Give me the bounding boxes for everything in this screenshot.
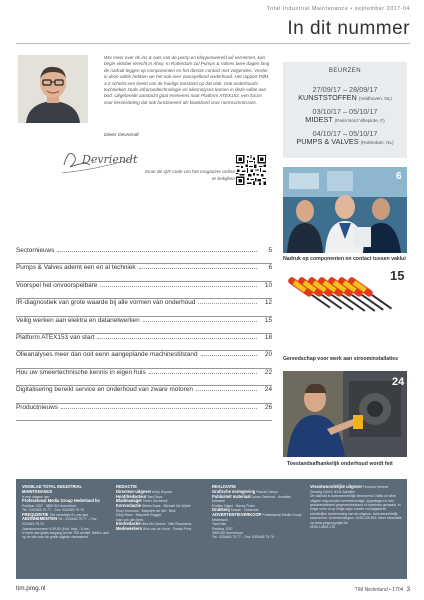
colophon-heading: VAKBLAD TOTAL INDUSTRIAL MAINTENANCE <box>22 484 82 494</box>
trade-fair-dates: 04/10/17 – 05/10/17 <box>312 129 378 138</box>
colophon-heading: REALISATIE <box>212 484 237 489</box>
signature-text: Devriendt <box>82 153 138 166</box>
image-caption: Toestandsafhankelijk onderhoud wordt feit <box>287 461 393 467</box>
colophon-text: Mira De Greeve · Nils Rosemans <box>141 522 192 527</box>
toc-leader <box>149 373 257 374</box>
colophon-line <box>22 517 110 526</box>
toc-item[interactable] <box>16 282 272 299</box>
toc-item-title: Veilig werken aan elektra en datanetwerken <box>16 316 140 324</box>
toc-item-title: Hou uw smeertechnische kennis in eigen huis <box>16 368 146 376</box>
colophon-text: Ivan van den Berk <box>116 517 144 522</box>
colophon-text: Bart Deys <box>147 494 163 499</box>
colophon-heading: Medewerkers <box>116 526 142 531</box>
colophon-text: 3800 BG Amersfoort <box>212 531 243 536</box>
colophon-line <box>22 485 110 495</box>
screwdrivers-photo[interactable] <box>283 268 407 350</box>
toc-leader <box>201 355 257 356</box>
colophon-text: Tel.: 033/463.79.77 – Fax: 033/463.79.76 <box>212 535 274 540</box>
colophon-text: Eddy Raes · Marjolein Rogger <box>116 513 162 518</box>
colophon-heading: Hoofdredacteur <box>116 493 147 499</box>
toc-item-page: 6 <box>268 264 272 272</box>
toc-item[interactable] <box>16 351 272 368</box>
toc-leader <box>143 321 257 322</box>
toc-leader <box>97 338 257 339</box>
toc-leader <box>100 286 257 287</box>
colophon-heading: Kernredactie <box>116 503 142 509</box>
image-page-number: 6 <box>396 171 402 182</box>
toc-item-page: 22 <box>264 368 272 376</box>
toc-leader <box>198 303 257 304</box>
colophon-text: Andy Hoynck <box>152 489 173 494</box>
toc-item-title: Sectornieuws <box>16 247 55 254</box>
image-page-number: 15 <box>390 268 405 283</box>
colophon-text: Tom Kats <box>212 522 227 527</box>
colophon <box>16 479 407 579</box>
colophon-heading: Professional Media Group Nederland bv <box>22 498 100 503</box>
colophon-text: Roxy Hoorman · Marjolein de Wit · Blok <box>116 508 176 513</box>
colophon-text: Dieter Devriendt <box>142 499 168 504</box>
editorial-intro: Wie meer over de ins & outs van de pomp en kleppenwereld wil vernemen, kan begin oktober terecht in Ahoy. In Rotterdam zal Pumps & Valves twee dagen lang de nadruk leggen op componenten en het directe contact met volgenden. Verder in deze editie hebben we het ook over voorspellend onderhoud. Het rapport PdM 4.0 schetst een beeld van de huidige toestand op dat vlak. Ook onderhouds-technieken zoals infraroodtechnologie en oliesnalyses komen in deze editie aan bod. Uitgebreide aandacht gaat eveneens naar Platform ATEX153, een forum voor kennisdeling dat ook functioneert als klankbord voor normcommissies. <box>104 55 270 105</box>
trade-fair-item <box>283 86 407 103</box>
trade-fair-item <box>283 130 407 147</box>
toc-leader <box>196 390 257 391</box>
toc-item-page: 20 <box>264 351 272 359</box>
colophon-column-publisher <box>22 485 110 540</box>
trade-fair-dates: 27/09/17 – 28/09/17 <box>312 85 378 94</box>
toc-item[interactable] <box>16 317 272 334</box>
editor-portrait <box>18 55 88 123</box>
colophon-text: is een uitgave van <box>22 494 50 499</box>
trade-fairs-box <box>283 62 407 158</box>
toc-item-page: 24 <box>264 386 272 394</box>
toc-item-page: 5 <box>268 247 272 254</box>
toc-item-page: 18 <box>264 333 272 341</box>
toc-item-title: Digitalisering bereikt service en onderhoud van zware motoren <box>16 386 193 394</box>
colophon-text: Tel.: 033/463.79.77 – Fax: 033/463.79.76 <box>22 508 84 513</box>
colophon-heading: ABONNEMENTEN <box>22 516 58 522</box>
fair-photo[interactable] <box>283 167 407 253</box>
colophon-line <box>212 495 304 504</box>
colophon-line <box>310 494 402 525</box>
colophon-text: Postbus 1297 · 3800 BG Amersfoort <box>22 503 77 508</box>
table-of-contents <box>16 247 272 421</box>
page-title: In dit nummer <box>287 18 410 39</box>
toc-item-title: Productnieuws <box>16 403 58 411</box>
page-number: 3 <box>406 586 410 593</box>
image-caption: Gereedschap voor werk aan stroominstallaties <box>283 356 399 362</box>
colophon-text: Jaarabonnement: € 59,50 (Excl. btw) – 5 nrs. <box>22 526 90 531</box>
trade-fair-place: (Veldhoven, NL) <box>358 96 392 101</box>
trade-fair-name: KUNSTSTOFFEN <box>298 93 357 102</box>
toc-item-title: Platform ATEX153 van start <box>16 333 95 341</box>
qr-caption: Scan de QR-code om het magazine online te bekijken <box>144 170 235 182</box>
colophon-line <box>212 513 304 522</box>
trade-fair-name: MIDEST <box>305 115 333 124</box>
trade-fair-place: (Rotterdam, NL) <box>360 140 394 145</box>
toc-item-page: 15 <box>264 316 272 324</box>
toc-item[interactable] <box>16 299 272 316</box>
toc-leader <box>57 251 257 252</box>
toc-item-title: Pumps & Valves ademt een en al techniek <box>16 264 136 272</box>
colophon-text: Fernand Vereme <box>363 485 389 489</box>
trade-fair-dates: 03/10/17 – 05/10/17 <box>312 107 378 116</box>
footer-issue <box>355 586 410 593</box>
colophon-text: Evelien Sabel · Nancy Priem <box>212 503 256 508</box>
toc-item-title: Olieanalyses meer dan ooit eenn aangeplande machinestilstand <box>16 351 198 359</box>
toc-item-title: IR-diagnostiek van grote waarde bij alle vormen van onderhoud <box>16 299 196 307</box>
toc-item-page: 26 <box>264 403 272 411</box>
editor-name: Dieter Devriendt <box>104 133 139 138</box>
colophon-text: Johan Teerlinck · Annelies Debaere <box>212 494 291 504</box>
website-link[interactable]: tim.pmg.nl <box>16 585 46 592</box>
colophon-heading: Publiciteit materiaal <box>212 493 251 499</box>
footer-issue-label: TIM Nederland • 1704 <box>354 587 404 593</box>
toc-leader <box>61 408 257 409</box>
colophon-line <box>310 525 402 529</box>
colophon-column-production <box>212 485 304 540</box>
toc-item-title: Voorspel het onvoorspelbare <box>16 281 98 289</box>
toc-item[interactable] <box>16 264 272 281</box>
colophon-text: Dit vakblad is auteursrechtelijk beschermd. Niets uit deze uitgave mag worden verveelvoudigd, opgeslagen in een geautomatiseerd gegevensbestand of openbaar gemaakt, in enige vorm of op enige wijze zonder voorafgaande schriftelijke toestemming van de uitgever. Auteursrechtelijk beschermd. Ondernemingsnr. 0426.228.843. Meer informatie op www.pmgcopyright.be <box>310 494 402 525</box>
colophon-line <box>116 527 206 532</box>
toc-item[interactable] <box>16 247 272 264</box>
colophon-heading: Drukkerij <box>212 507 230 513</box>
colophon-heading: Verantwoordelijke uitgever <box>310 484 363 489</box>
toc-item-page: 10 <box>264 281 272 289</box>
header-divider <box>16 43 410 44</box>
trade-fairs-title: BEURZEN <box>328 68 362 74</box>
colophon-column-legal <box>310 485 402 529</box>
toc-item[interactable] <box>16 404 272 421</box>
editor-signature <box>60 143 140 177</box>
colophon-heading: ADVERTENTIEVERKOOP <box>212 512 262 517</box>
colophon-text: Wiebe Daas · Michael De Wylde <box>141 504 191 509</box>
header-topline: Total Industrial Maintenance • september 2017-04 <box>266 6 410 12</box>
colophon-heading: Grafische vormgeving <box>212 488 256 494</box>
toc-item[interactable] <box>16 369 272 386</box>
colophon-text: ISSN 13823-178 <box>310 525 336 530</box>
toc-item-page: 12 <box>264 299 272 307</box>
colophon-heading: REDACTIE <box>116 484 137 489</box>
colophon-heading: Bladmanager <box>116 498 142 504</box>
image-page-number: 24 <box>392 376 405 388</box>
colophon-text: TIM verschijnt 8 x per jaar <box>49 512 89 517</box>
colophon-heading: FREQUENTIE <box>22 511 49 517</box>
colophon-line <box>22 531 110 540</box>
colophon-line <box>22 499 110 508</box>
colophon-heading: Directeur-uitgever <box>116 488 152 494</box>
colophon-text: Zeeweg Zuid 5, 8211 Aartrijke <box>310 489 355 494</box>
qr-code-icon[interactable] <box>236 155 266 185</box>
image-caption: Nadruk op componenten en contact tussen vaklui <box>283 256 406 262</box>
toc-item[interactable] <box>16 386 272 403</box>
trade-fair-item <box>283 108 407 125</box>
technician-photo[interactable] <box>283 371 407 457</box>
toc-item[interactable] <box>16 334 272 351</box>
colophon-text: Pascal Claeys <box>256 489 278 494</box>
colophon-text: Tel.: 033/463.79.77 – Fax: 033/463.79.76 <box>22 517 98 527</box>
colophon-text: Professional Media Group Nederland <box>212 513 302 522</box>
toc-leader <box>139 268 257 269</box>
colophon-column-editorial <box>116 485 206 532</box>
colophon-line <box>212 535 304 539</box>
colophon-text: Kwaak · Oostende <box>230 508 259 513</box>
colophon-heading: Eindredactie <box>116 521 141 527</box>
trade-fair-name: PUMPS & VALVES <box>296 137 359 146</box>
colophon-text: Wim van de Hove · Tineke Prins <box>142 527 192 531</box>
colophon-text: U heeft dan gratis toegang tot het TIM archief. Meld u aan op de site voor de gratis digitale nieuwsbrief <box>22 531 109 540</box>
trade-fair-place: (Paris Nord Villepinte, F) <box>334 118 385 123</box>
colophon-text: Postbus 1297 <box>212 526 233 531</box>
